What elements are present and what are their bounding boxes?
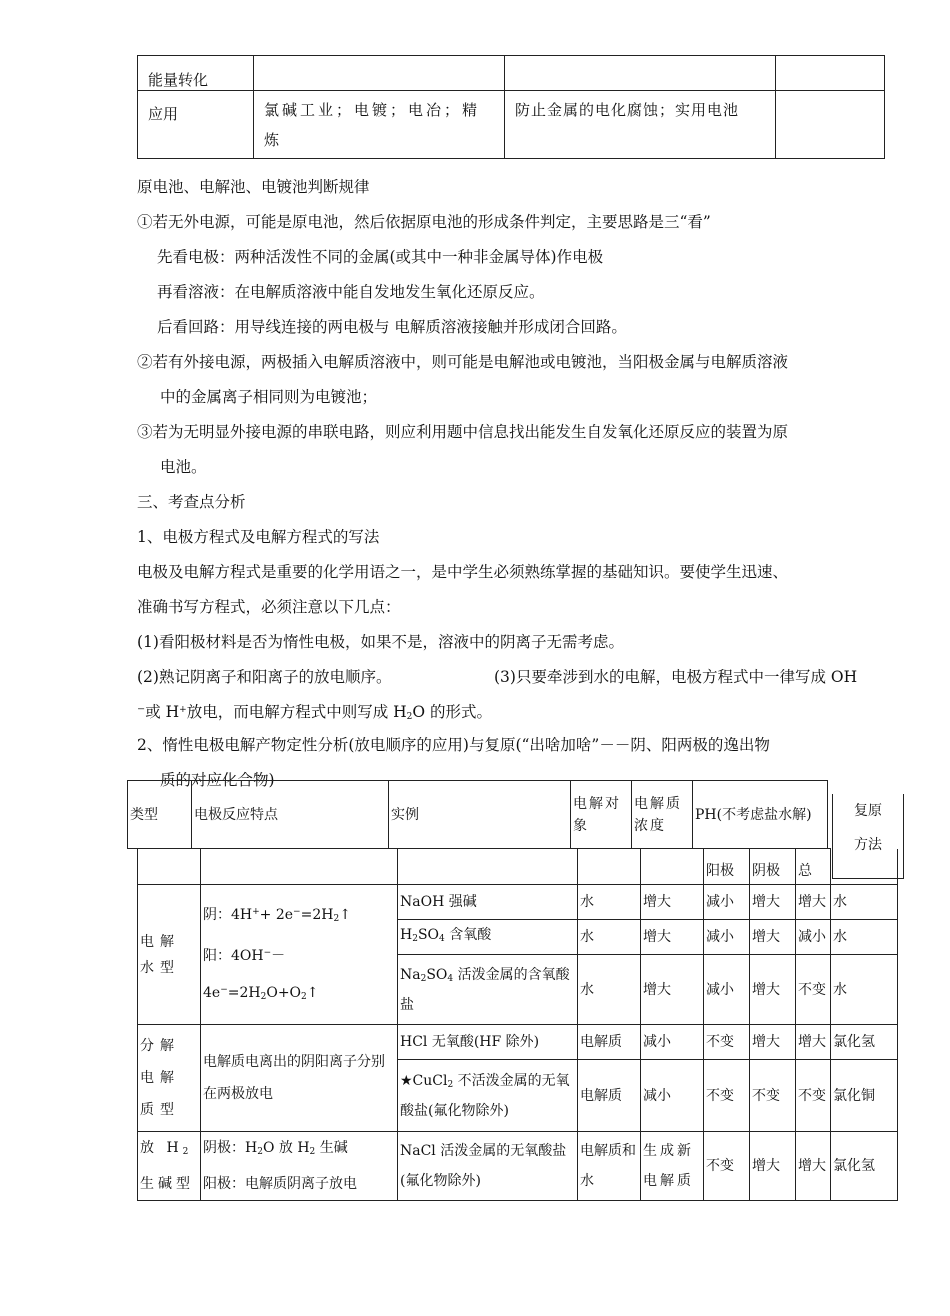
- header-anode: 阳极: [704, 849, 750, 885]
- rule-item-3-line1: ③若为无明显外接电源的串联电路，则应利用题中信息找出能发生自发氧化还原反应的装置为原: [137, 423, 789, 441]
- rule-item-1c: 后看回路：用导线连接的两电极与 电解质溶液接触并形成闭合回路。: [157, 318, 627, 336]
- group-h2-base-feature: 阴极：$H_2O$ 放 $H_2$ 生碱 阳极：电解质阴离子放电: [201, 1132, 398, 1201]
- anode-cell: 不变: [704, 1025, 750, 1060]
- section3-sub2-line1: 2、惰性电极电解产物定性分析(放电顺序的应用)与复原(“出啥加啥”－－阴、阳两极的逸出物: [137, 736, 770, 754]
- cell-energy-3: [776, 56, 885, 91]
- object-cell: 电解质: [578, 1025, 641, 1060]
- total-cell: 不变: [796, 955, 831, 1025]
- example-cucl2: ★CuCl$_2$ 不活泼金属的无氧酸盐(氟化物除外): [398, 1060, 578, 1132]
- object-cell: 电解质: [578, 1060, 641, 1132]
- cell-application-2: 防止金属的电化腐蚀；实用电池: [505, 91, 776, 159]
- object-cell: 电解质和水: [578, 1132, 641, 1201]
- cell-application-1: 氯碱工业；电镀；电冶；精炼: [254, 91, 505, 159]
- object-cell: 水: [578, 955, 641, 1025]
- electrochem-compare-table: [137, 55, 885, 159]
- header-ph: PH(不考虑盐水解): [693, 781, 828, 849]
- anode-cell: 减小: [704, 920, 750, 955]
- rule-item-1a: 先看电极：两种活泼性不同的金属(或其中一种非金属导体)作电极: [157, 248, 604, 266]
- restore-cell: 氯化铜: [831, 1060, 898, 1132]
- conc-cell: 生成新电解质: [641, 1132, 704, 1201]
- restore-cell: 氯化氢: [831, 1025, 898, 1060]
- header-object: 电解对象: [571, 781, 632, 849]
- row-label-application: 应用: [138, 91, 254, 159]
- conc-cell: 减小: [641, 1060, 704, 1132]
- header-cathode: 阴极: [750, 849, 796, 885]
- conc-cell: 减小: [641, 1025, 704, 1060]
- table-row: [138, 1132, 898, 1201]
- total-cell: 不变: [796, 1060, 831, 1132]
- cell-energy-2: [505, 56, 776, 91]
- header-total: 总: [796, 849, 831, 885]
- group-h2-base-type: 放 $H_2$ 生碱型: [138, 1132, 201, 1201]
- restore-cell: 氯化氢: [831, 1132, 898, 1201]
- restore-cell: 水: [831, 885, 898, 920]
- conc-cell: 增大: [641, 920, 704, 955]
- anode-cell: 不变: [704, 1060, 750, 1132]
- group-water-type: 电解水型: [138, 885, 201, 1025]
- group-decompose-feature: 电解质电离出的阴阳离子分别在两极放电: [201, 1025, 398, 1132]
- rule-item-2-line2: 中的金属离子相同则为电镀池；: [160, 388, 378, 406]
- anode-cell: 减小: [704, 955, 750, 1025]
- conc-cell: 增大: [641, 955, 704, 1025]
- total-cell: 减小: [796, 920, 831, 955]
- electrolysis-table: [137, 848, 898, 1201]
- table-row: [138, 1025, 898, 1060]
- electrolysis-table-header: [127, 780, 828, 849]
- section3-point2: (2)熟记阴离子和阳离子的放电顺序。: [137, 668, 392, 686]
- example-naoh: NaOH 强碱: [398, 885, 578, 920]
- object-cell: 水: [578, 885, 641, 920]
- conc-cell: 增大: [641, 885, 704, 920]
- cathode-cell: 增大: [750, 955, 796, 1025]
- section3-point1: (1)看阳极材料是否为惰性电极，如果不是，溶液中的阴离子无需考虑。: [137, 633, 624, 651]
- section3-title: 三、考查点分析: [137, 493, 246, 511]
- total-cell: 增大: [796, 885, 831, 920]
- rule-item-1b: 再看溶液：在电解质溶液中能自发地发生氧化还原反应。: [157, 283, 545, 301]
- cathode-cell: 增大: [750, 1025, 796, 1060]
- section3-para1-line1: 电极及电解方程式是重要的化学用语之一，是中学生必须熟练掌握的基础知识。要使学生迅速、: [137, 563, 789, 581]
- rule-item-2-line1: ②若有外接电源，两极插入电解质溶液中，则可能是电解池或电镀池，当阳极金属与电解质溶液: [137, 353, 789, 371]
- example-na2so4: $Na_2SO_4$ 活泼金属的含氧酸盐: [398, 955, 578, 1025]
- section3-point3-line1: (3)只要牵涉到水的电解，电极方程式中一律写成 OH: [494, 668, 858, 686]
- restore-cell: 水: [831, 920, 898, 955]
- cathode-cell: 增大: [750, 885, 796, 920]
- group-water-feature: 阴：$4H^++ 2e^-=2H_2↑$ 阳：$4OH^--4e^-=2H_2O+O_2↑$: [201, 885, 398, 1025]
- anode-cell: 减小: [704, 885, 750, 920]
- section3-para1-line2: 准确书写方程式，必须注意以下几点：: [137, 598, 401, 616]
- cell-application-3: [776, 91, 885, 159]
- object-cell: 水: [578, 920, 641, 955]
- section3-point3-line2: ⁻或 H+放电，而电解方程式中则写成 $H_2O$ 的形式。: [137, 703, 493, 722]
- example-h2so4: $H_2SO_4$ 含氧酸: [398, 920, 578, 955]
- total-cell: 增大: [796, 1132, 831, 1201]
- row-label-energy: 能量转化: [138, 56, 254, 91]
- cell-energy-1: [254, 56, 505, 91]
- cathode-cell: 不变: [750, 1060, 796, 1132]
- header-feature: 电极反应特点: [192, 781, 389, 849]
- rule-item-1: ①若无外电源，可能是原电池，然后依据原电池的形成条件判定，主要思路是三“看”: [137, 213, 711, 231]
- header-concentration: 电解质浓度: [632, 781, 693, 849]
- rule-item-3-line2: 电池。: [160, 458, 207, 476]
- section3-sub2-line2: 质的对应化合物): [160, 771, 275, 789]
- total-cell: 增大: [796, 1025, 831, 1060]
- restore-cell: 水: [831, 955, 898, 1025]
- header-example: 实例: [389, 781, 571, 849]
- rule-title: 原电池、电解池、电镀池判断规律: [137, 178, 370, 196]
- header-restore: 复原方法: [832, 794, 904, 879]
- group-decompose-type: 分解电解质型: [138, 1025, 201, 1132]
- section3-sub1: 1、电极方程式及电解方程式的写法: [137, 528, 380, 546]
- table-row: [138, 885, 898, 920]
- header-type: 类型: [128, 781, 192, 849]
- cathode-cell: 增大: [750, 1132, 796, 1201]
- cathode-cell: 增大: [750, 920, 796, 955]
- example-nacl: NaCl 活泼金属的无氧酸盐(氟化物除外): [398, 1132, 578, 1201]
- example-hcl: HCl 无氧酸(HF 除外): [398, 1025, 578, 1060]
- anode-cell: 不变: [704, 1132, 750, 1201]
